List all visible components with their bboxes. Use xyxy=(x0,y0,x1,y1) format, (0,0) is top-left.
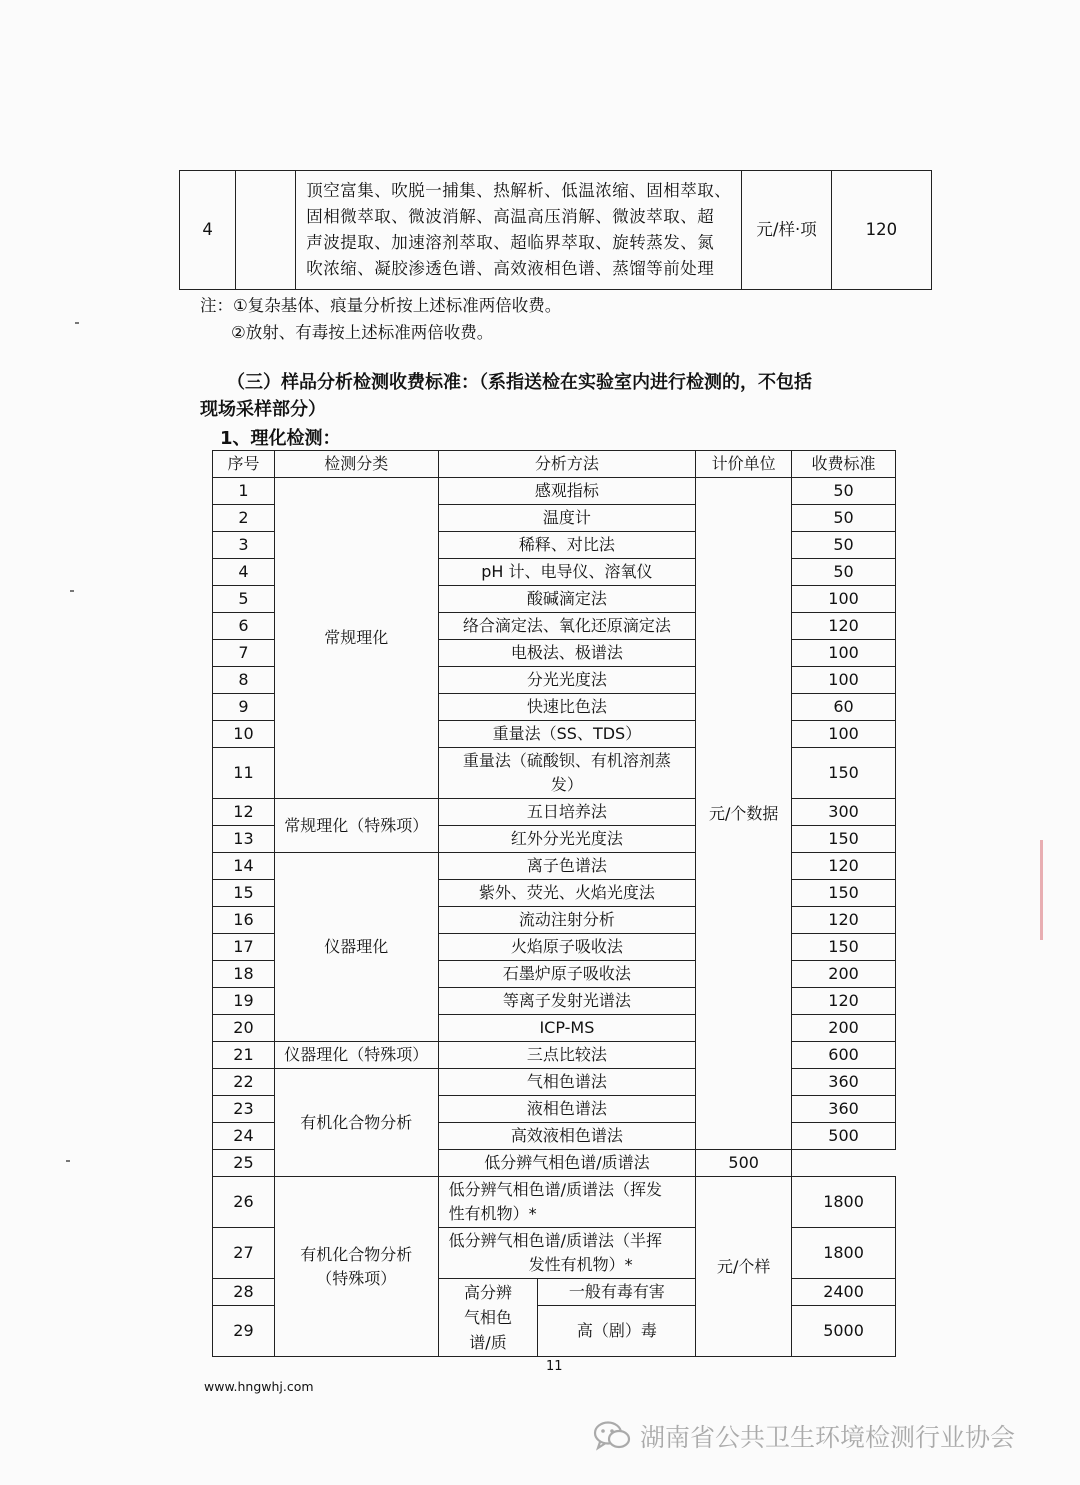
scan-speck xyxy=(75,322,79,324)
category-line: 有机化合物分析 xyxy=(300,1244,413,1264)
footer-url: www.hngwhj.com xyxy=(204,1379,314,1394)
row-no: 6 xyxy=(213,613,275,640)
row-no: 13 xyxy=(213,826,275,853)
category-cell: 仪器理化（特殊项） xyxy=(274,1042,438,1069)
row-fee: 200 xyxy=(792,1015,896,1042)
row-fee: 100 xyxy=(792,721,896,748)
label-line: 高分辨 xyxy=(464,1283,513,1302)
row-fee: 50 xyxy=(792,559,896,586)
row-no: 29 xyxy=(213,1306,275,1357)
row-fee: 1800 xyxy=(792,1177,896,1228)
category-cell: 常规理化（特殊项） xyxy=(274,799,438,853)
row-method: 离子色谱法 xyxy=(438,853,696,880)
row-fee: 150 xyxy=(792,826,896,853)
row-fee: 50 xyxy=(792,532,896,559)
unit-cell: 元/个样 xyxy=(696,1177,792,1357)
row-method: 一般有毒有害 xyxy=(538,1279,696,1306)
row-method: 气相色谱法 xyxy=(438,1069,696,1096)
table-row xyxy=(213,1177,896,1228)
hr-gcms-label xyxy=(438,1279,538,1357)
row-no: 9 xyxy=(213,694,275,721)
row-method: 液相色谱法 xyxy=(438,1096,696,1123)
category-cell xyxy=(274,1177,438,1357)
description-line: 声波提取、加速溶剂萃取、超临界萃取、旋转蒸发、氮 xyxy=(306,233,715,252)
row-fee: 150 xyxy=(792,880,896,907)
watermark-text: 湖南省公共卫生环境检测行业协会 xyxy=(640,1423,1016,1452)
row-no: 3 xyxy=(213,532,275,559)
row-no: 27 xyxy=(213,1228,275,1279)
note-1: 注：①复杂基体、痕量分析按上述标准两倍收费。 xyxy=(200,296,562,315)
row-method xyxy=(438,1228,696,1279)
row-method: 稀释、对比法 xyxy=(438,532,696,559)
price-cell: 120 xyxy=(831,171,931,290)
note-2: ②放射、有毒按上述标准两倍收费。 xyxy=(231,323,494,342)
row-fee: 360 xyxy=(792,1069,896,1096)
description-line: 顶空富集、吹脱一捕集、热解析、低温浓缩、固相萃取、 xyxy=(306,181,732,200)
notes xyxy=(200,292,561,346)
table-row xyxy=(180,171,932,290)
row-method: 温度计 xyxy=(438,505,696,532)
table-row xyxy=(213,478,896,505)
row-no: 8 xyxy=(213,667,275,694)
row-fee: 100 xyxy=(792,667,896,694)
row-no: 1 xyxy=(213,478,275,505)
page-number: 11 xyxy=(546,1359,563,1374)
red-stamp-fragment xyxy=(1040,840,1080,940)
row-method: 分光光度法 xyxy=(438,667,696,694)
row-no: 11 xyxy=(213,748,275,799)
row-fee: 300 xyxy=(792,799,896,826)
row-no: 28 xyxy=(213,1279,275,1306)
row-no: 19 xyxy=(213,988,275,1015)
method-line: 发） xyxy=(550,775,583,794)
row-no: 14 xyxy=(213,853,275,880)
method-description xyxy=(296,171,742,290)
row-no: 7 xyxy=(213,640,275,667)
row-method: 紫外、荧光、火焰光度法 xyxy=(438,880,696,907)
row-method: 低分辨气相色谱/质谱法 xyxy=(438,1150,696,1177)
row-method: 酸碱滴定法 xyxy=(438,586,696,613)
watermark xyxy=(592,1418,1015,1454)
row-method: 五日培养法 xyxy=(438,799,696,826)
row-fee: 360 xyxy=(792,1096,896,1123)
row-fee: 150 xyxy=(792,748,896,799)
row-fee: 120 xyxy=(792,613,896,640)
method-line: 低分辨气相色谱/质谱法（挥发 xyxy=(448,1180,662,1199)
fee-table xyxy=(212,450,896,1357)
method-line: 重量法（硫酸钡、有机溶剂蒸 xyxy=(462,751,671,770)
category-cell: 仪器理化 xyxy=(274,853,438,1042)
unit-cell: 元/样·项 xyxy=(742,171,831,290)
row-fee: 600 xyxy=(792,1042,896,1069)
pretreatment-table xyxy=(179,170,932,290)
row-no: 22 xyxy=(213,1069,275,1096)
table-header-row xyxy=(213,451,896,478)
row-method: 感观指标 xyxy=(438,478,696,505)
scan-speck xyxy=(70,590,74,592)
table-row xyxy=(213,799,896,826)
header-method: 分析方法 xyxy=(438,451,696,478)
header-category: 检测分类 xyxy=(274,451,438,478)
description-line: 吹浓缩、凝胶渗透色谱、高效液相色谱、蒸馏等前处理 xyxy=(306,259,715,278)
row-fee: 100 xyxy=(792,586,896,613)
method-line: 低分辨气相色谱/质谱法（半挥 xyxy=(448,1231,662,1250)
row-fee: 150 xyxy=(792,934,896,961)
heading-line: 现场采样部分） xyxy=(200,399,326,420)
method-line: 发性有机物）* xyxy=(528,1255,633,1274)
category-cell: 有机化合物分析 xyxy=(274,1069,438,1177)
row-no: 26 xyxy=(213,1177,275,1228)
row-method: 电极法、极谱法 xyxy=(438,640,696,667)
row-fee: 50 xyxy=(792,478,896,505)
row-fee: 120 xyxy=(792,907,896,934)
row-method: 流动注射分析 xyxy=(438,907,696,934)
row-method: 快速比色法 xyxy=(438,694,696,721)
row-fee: 100 xyxy=(792,640,896,667)
unit-cell: 元/个数据 xyxy=(696,478,792,1150)
row-fee: 120 xyxy=(792,853,896,880)
row-no: 5 xyxy=(213,586,275,613)
row-method: ICP-MS xyxy=(438,1015,696,1042)
row-method: 高效液相色谱法 xyxy=(438,1123,696,1150)
row-fee: 1800 xyxy=(792,1228,896,1279)
wechat-icon xyxy=(592,1419,632,1453)
description-line: 固相微萃取、微波消解、高温高压消解、微波萃取、超 xyxy=(306,207,715,226)
row-fee: 200 xyxy=(792,961,896,988)
row-no: 18 xyxy=(213,961,275,988)
row-no: 12 xyxy=(213,799,275,826)
row-fee: 500 xyxy=(792,1123,896,1150)
category-cell: 常规理化 xyxy=(274,478,438,799)
row-method: 三点比较法 xyxy=(438,1042,696,1069)
header-fee: 收费标准 xyxy=(792,451,896,478)
row-method: pH 计、电导仪、溶氧仪 xyxy=(438,559,696,586)
row-method: 石墨炉原子吸收法 xyxy=(438,961,696,988)
scan-speck xyxy=(66,1160,70,1162)
row-fee: 120 xyxy=(792,988,896,1015)
table-row xyxy=(213,853,896,880)
row-fee: 5000 xyxy=(792,1306,896,1357)
category-line: （特殊项） xyxy=(316,1268,397,1288)
row-method xyxy=(438,748,696,799)
row-no: 21 xyxy=(213,1042,275,1069)
row-method: 重量法（SS、TDS） xyxy=(438,721,696,748)
row-method: 火焰原子吸收法 xyxy=(438,934,696,961)
row-no: 16 xyxy=(213,907,275,934)
row-method: 等离子发射光谱法 xyxy=(438,988,696,1015)
method-line: 性有机物）* xyxy=(448,1204,537,1223)
header-no: 序号 xyxy=(213,451,275,478)
row-number: 4 xyxy=(180,171,236,290)
row-method xyxy=(438,1177,696,1228)
table-row xyxy=(213,1069,896,1096)
section-heading xyxy=(200,369,920,423)
header-unit: 计价单位 xyxy=(696,451,792,478)
label-line: 谱/质 xyxy=(469,1333,507,1352)
row-no: 15 xyxy=(213,880,275,907)
row-method: 络合滴定法、氧化还原滴定法 xyxy=(438,613,696,640)
subsection-heading: 1、理化检测： xyxy=(220,428,341,449)
row-no: 2 xyxy=(213,505,275,532)
row-fee: 2400 xyxy=(792,1279,896,1306)
label-line: 气相色 xyxy=(464,1308,513,1327)
table-row xyxy=(213,1042,896,1069)
row-no: 4 xyxy=(213,559,275,586)
row-no: 24 xyxy=(213,1123,275,1150)
row-no: 23 xyxy=(213,1096,275,1123)
row-fee: 50 xyxy=(792,505,896,532)
empty-cell xyxy=(236,171,296,290)
row-method: 高（剧）毒 xyxy=(538,1306,696,1357)
row-fee: 60 xyxy=(792,694,896,721)
heading-line: （三）样品分析检测收费标准：（系指送检在实验室内进行检测的，不包括 xyxy=(227,372,812,393)
row-no: 10 xyxy=(213,721,275,748)
row-no: 25 xyxy=(213,1150,275,1177)
row-fee: 500 xyxy=(696,1150,792,1177)
row-method: 红外分光光度法 xyxy=(438,826,696,853)
row-no: 17 xyxy=(213,934,275,961)
row-no: 20 xyxy=(213,1015,275,1042)
